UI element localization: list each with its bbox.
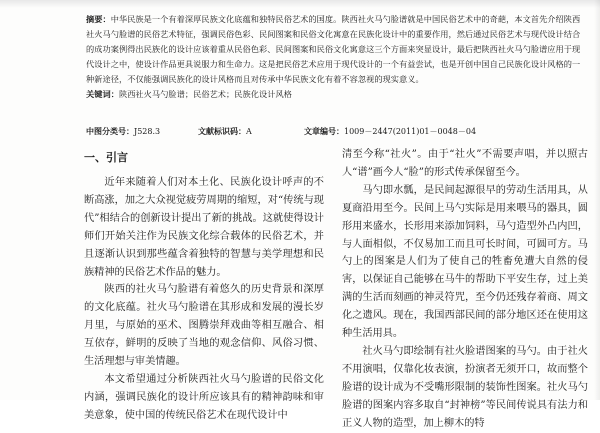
keywords-line: [86, 87, 582, 102]
article-number: [304, 126, 476, 137]
body-paragraph: 陕西的社火马勺脸谱有着悠久的历史背景和深厚的文化底蕴。社火马勺脸谱在其形成和发展的漫长岁月里，与原始的巫术、图腾崇拜戏曲等相互融合、相互依存，鲜明的反映了当地的观念信仰、风俗习惯、生活理想与审美情趣。: [84, 284, 324, 368]
keywords-label: 关键词：: [86, 89, 119, 100]
clc-label: 中图分类号：: [86, 127, 134, 136]
article-number-label: 文章编号：: [304, 127, 344, 136]
article-number-value: 1009－2447(2011)01－0048－04: [344, 127, 477, 136]
keywords-text: 陕西社火马勺脸谱；民俗艺术；民族化设计风格: [118, 89, 292, 100]
abstract-paragraph: [86, 12, 582, 87]
clc-value: J528.3: [134, 127, 161, 136]
body-paragraph: 本文希望通过分析陕西社火马勺脸谱的民俗文化内涵，强调民族化的设计所应该具有的精神韵味和审美意象，使中国的传统民俗艺术在现代设计中: [84, 373, 324, 421]
abstract-label: 摘要：: [86, 14, 111, 24]
document-code-value: A: [246, 127, 252, 136]
abstract-block: [86, 12, 582, 103]
clc-number: [86, 126, 198, 137]
left-column: [84, 146, 324, 425]
document-code: [198, 126, 304, 137]
abstract-text: 中华民族是一个有着深厚民族文化底蕴和独特民俗艺术的国度。陕西社火马勺脸谱就是中国民俗艺术中的奇葩，本文首先介绍陕西社火马勺脸谱的民俗艺术特征，强调民俗色彩、民间图案和民俗文化寓意在民族化设计中的重要作用，然后通过民俗艺术与现代设计结合的成功案例得出民族化的设计应该着重从民俗色彩、民间图案和民俗文化寓意这三个方面来突显设计，最后把陕西社火马勺脸谱应用于现代设计之中，使设计作品更具说服力和生命力。这是把民俗艺术应用于现代设计的一个有益尝试，也是开创中国自己民族化设计风格的一种新途径，不仅能强调民族化的设计风格而且对传承中华民族文化有着不容忽视的现实意义。: [86, 14, 581, 85]
body-paragraph: 近年来随着人们对本土化、民族化设计呼声的不断高涨，加之大众视觉疲劳周期的缩短，对“传统与现代”相结合的创新设计提出了新的挑战。这就使得设计师们开始关注作为民族文化综合载体的民俗艺术，并且逐渐认识到那些蕴含着独特的智慧与美学理想和民族精神的民俗艺术作品的魅力。: [84, 177, 324, 278]
body-paragraph: 马勺即水瓢，是民间起源很早的劳动生活用具，从夏商沿用至今。民间上马勺实际是用来喂马的器具，圆形用来盛水，长形用来添加饲料，马勺造型外凸内凹，与人面相似，不仅易加工而且可长时间，可圆可方。马勺上的图案是人们为了使自己的牲畜免遭大自然的侵害，以保证自己能够在马牛的帮助下平安生存，过上美满的生活而刻画的神灵符咒，至今仍还残存着商、周文化之遗风。现在，我国西部民间的部分地区还在使用这种生活用具。: [342, 184, 588, 340]
body-paragraph: 社火马勺即绘制有社火脸谱图案的马勺。由于社火不用演唱，仅靠化妆表演，扮演者无须开口，故而整个脸谱的设计成为不受嘴形限制的装饰性图案。社火马勺脸谱的图案内容多取自“封神榜”等民间传说具有法力和正义人物的造型，加上柳木的特: [342, 345, 588, 429]
document-code-label: 文献标识码：: [198, 127, 246, 136]
right-column: [342, 146, 588, 433]
classification-line: [86, 126, 582, 137]
page-top-edge: [0, 0, 600, 8]
body-paragraph-continued: 清至今称“社火”。由于“社火”不需要声唱，并以照古人“谱”画今人“脸”的形式传承保留至今。: [342, 149, 588, 178]
page-edge-shadow: [594, 0, 600, 400]
section-heading: 一、引言: [84, 151, 128, 164]
